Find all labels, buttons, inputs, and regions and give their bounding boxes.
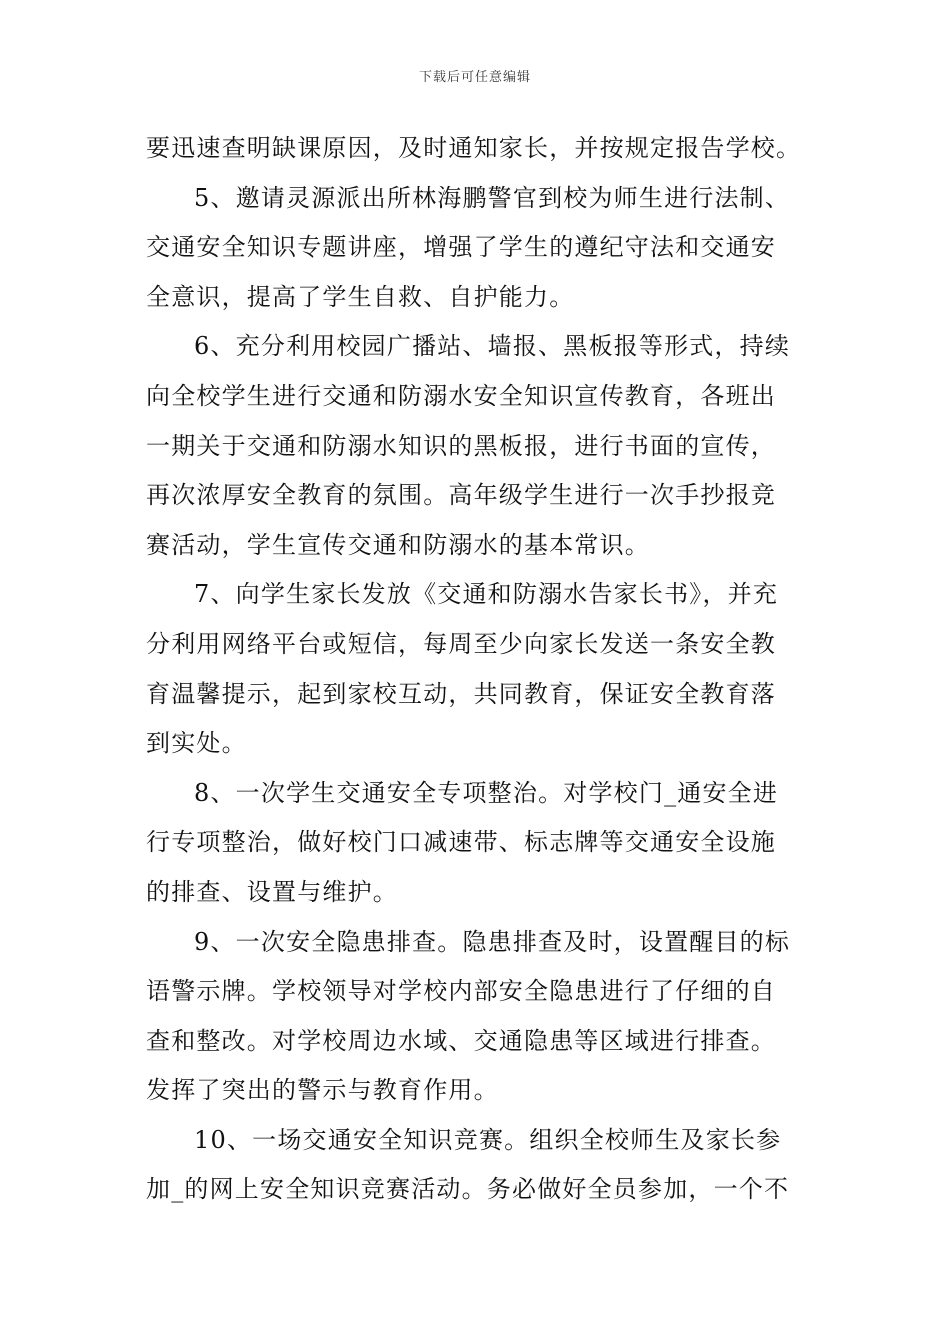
paragraph-item-6 (146, 322, 806, 570)
document-body (146, 124, 806, 1215)
paragraph-item-5 (146, 174, 806, 323)
text-line: 向全校学生进行交通和防溺水安全知识宣传教育，各班出 (146, 381, 776, 410)
text-line: 加_的网上安全知识竞赛活动。务必做好全员参加，一个不 (146, 1175, 790, 1204)
text-line: 5、邀请灵源派出所林海鹏警官到校为师生进行法制、 (194, 183, 791, 212)
text-line: 赛活动，学生宣传交通和防溺水的基本常识。 (146, 530, 650, 559)
text-line: 要迅速查明缺课原因，及时通知家长，并按规定报告学校。 (146, 134, 802, 162)
page-header-note: 下载后可任意编辑 (418, 70, 531, 85)
paragraph-continuation (146, 124, 806, 174)
text-line: 的排查、设置与维护。 (146, 877, 398, 906)
text-line: 一期关于交通和防溺水知识的黑板报，进行书面的宣传， (146, 431, 776, 460)
text-line: 发挥了突出的警示与教育作用。 (146, 1076, 499, 1105)
text-line: 到实处。 (146, 729, 247, 758)
text-line: 8、一次学生交通安全专项整治。对学校门_通安全进 (194, 778, 779, 807)
text-line: 10、一场交通安全知识竞赛。组织全校师生及家长参 (194, 1125, 782, 1154)
text-line: 交通安全知识专题讲座，增强了学生的遵纪守法和交通安 (146, 233, 776, 262)
paragraph-item-7 (146, 570, 806, 768)
paragraph-item-9 (146, 918, 806, 1116)
text-line: 分利用网络平台或短信，每周至少向家长发送一条安全教 (146, 629, 776, 658)
text-line: 全意识，提高了学生自救、自护能力。 (146, 282, 575, 311)
paragraph-item-10 (146, 1116, 806, 1215)
text-line: 语警示牌。学校领导对学校内部安全隐患进行了仔细的自 (146, 977, 776, 1006)
text-line: 育温馨提示，起到家校互动，共同教育，保证安全教育落 (146, 679, 776, 708)
text-line: 7、向学生家长发放《交通和防溺水告家长书》，并充 (194, 580, 779, 609)
text-line: 行专项整治，做好校门口减速带、标志牌等交通安全设施 (146, 828, 776, 857)
text-line: 9、一次安全隐患排查。隐患排查及时，设置醒目的标 (194, 927, 791, 956)
text-line: 6、充分利用校园广播站、墙报、黑板报等形式，持续 (194, 332, 791, 361)
text-line: 查和整改。对学校周边水域、交通隐患等区域进行排查。 (146, 1026, 776, 1055)
text-line: 再次浓厚安全教育的氛围。高年级学生进行一次手抄报竞 (146, 481, 776, 510)
paragraph-item-8 (146, 769, 806, 918)
